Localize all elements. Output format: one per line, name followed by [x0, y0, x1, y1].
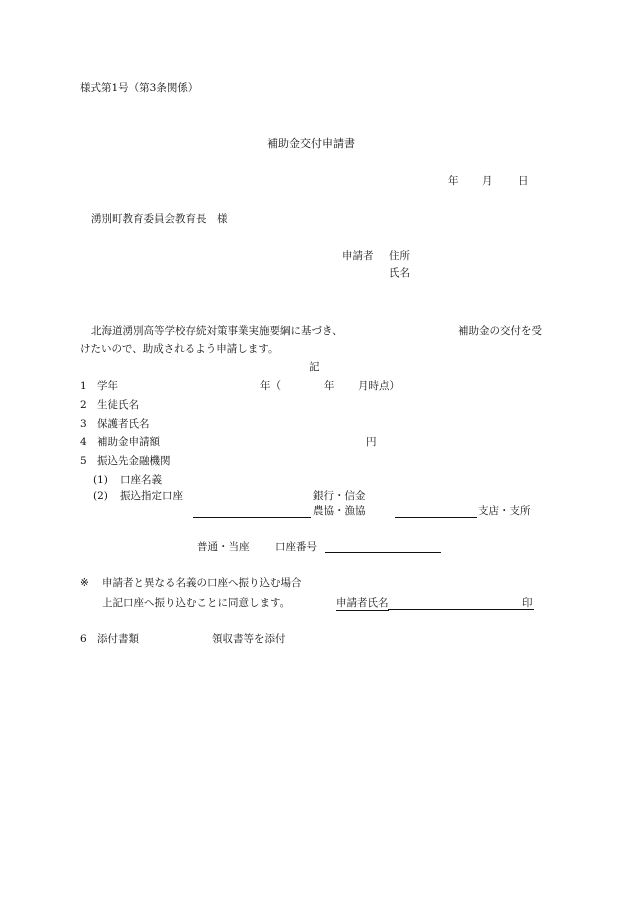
amount-label: 補助金申請額 [97, 436, 160, 448]
grade-label: 学年 [97, 380, 118, 392]
bank-label: 振込先金融機関 [97, 455, 171, 467]
attachment-label: 添付書類 [97, 633, 139, 645]
branch-name-line [395, 517, 477, 518]
item-number: 1 [80, 380, 87, 392]
applicant-address-label: 住所 [389, 250, 410, 262]
account-number-line [325, 552, 441, 553]
branch-label: 支店・支所 [478, 505, 531, 517]
sub-number: (2) [93, 490, 108, 502]
body-text-line1-suffix: 補助金の交付を受 [458, 325, 542, 337]
seal-label: 印 [522, 597, 533, 609]
date-day-label: 日 [518, 175, 529, 187]
applicant-name-label: 氏名 [389, 267, 410, 279]
item-number: 5 [80, 455, 87, 467]
signer-label: 申請者氏名 [336, 597, 389, 609]
grade-month-point: 月時点） [358, 380, 400, 392]
bank-name-line [193, 517, 311, 518]
guardian-name-label: 保護者氏名 [97, 418, 150, 430]
body-text-line2: けたいので、助成されるよう申請します。 [80, 343, 279, 355]
date-month-label: 月 [482, 175, 493, 187]
form-number: 様式第1号（第3条関係） [80, 82, 199, 94]
item-number: 6 [80, 633, 87, 645]
student-name-label: 生徒氏名 [97, 399, 139, 411]
amount-unit: 円 [366, 436, 377, 448]
consent-text: 上記口座へ振り込むことに同意します。 [102, 597, 291, 609]
account-number-label: 口座番号 [275, 541, 317, 553]
grade-year-mid: 年 [324, 380, 335, 392]
sub-number: (1) [93, 474, 108, 486]
addressee: 湧別町教育委員会教育長 様 [91, 213, 228, 225]
form-title: 補助金交付申請書 [267, 137, 355, 150]
account-holder-label: 口座名義 [120, 474, 162, 486]
signer-name-line [388, 609, 534, 610]
grade-year-open: 年（ [260, 380, 281, 392]
item-number: 2 [80, 399, 87, 411]
ki-heading: 記 [309, 361, 320, 373]
note-heading: 申請者と異なる名義の口座へ振り込む場合 [102, 577, 302, 589]
applicant-label: 申請者 [342, 250, 374, 262]
transfer-account-label: 振込指定口座 [120, 490, 183, 502]
account-type: 普通・当座 [197, 541, 250, 553]
bank-type-2: 農協・漁協 [313, 505, 366, 517]
date-year-label: 年 [448, 175, 459, 187]
item-number: 4 [80, 436, 87, 448]
note-mark: ※ [80, 577, 89, 589]
attachment-value: 領収書等を添付 [212, 633, 286, 645]
item-number: 3 [80, 418, 87, 430]
bank-type-1: 銀行・信金 [313, 490, 366, 502]
body-text-line1: 北海道湧別高等学校存続対策事業実施要綱に基づき、 [91, 325, 343, 337]
